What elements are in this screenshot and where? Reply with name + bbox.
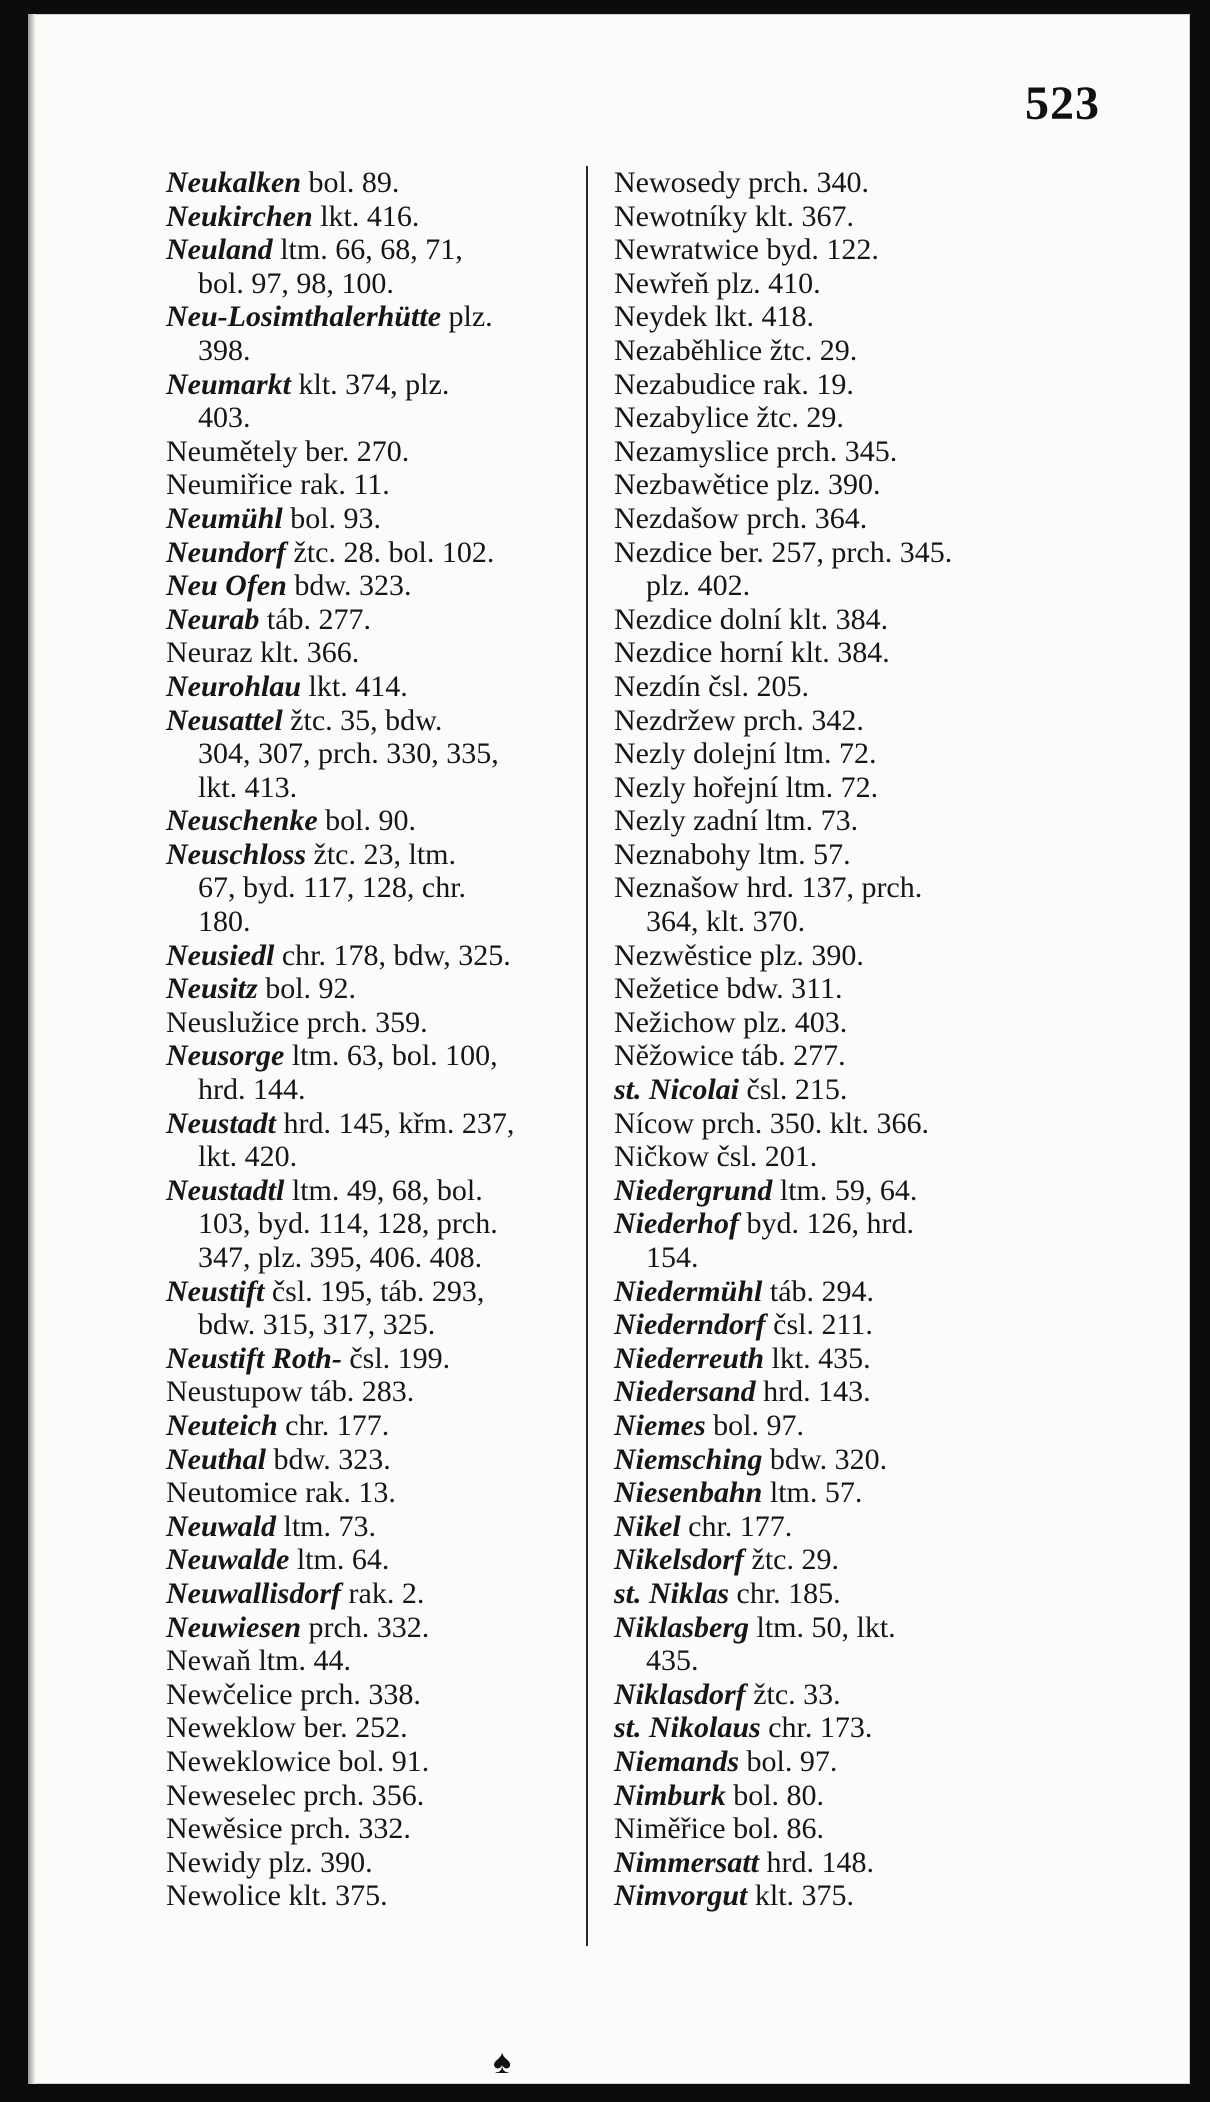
index-entry: [614, 636, 1064, 670]
entry-references: žtc. 35, bdw.: [282, 703, 443, 737]
entry-continuation: 67, byd. 117, 128, chr.: [198, 871, 467, 905]
entry-continuation: 154.: [646, 1241, 699, 1274]
entry-headword: Neundorf: [166, 535, 287, 569]
entry-references: Neznašow hrd. 137, prch.: [614, 871, 923, 905]
index-entry: [614, 1342, 1064, 1376]
entry-references: chr. 173.: [760, 1711, 873, 1745]
index-entry: [614, 771, 1064, 805]
entry-references: ltm. 66, 68, 71,: [272, 233, 463, 267]
entry-references: klt. 374, plz.: [291, 367, 450, 401]
entry-references: Něžowice táb. 277.: [614, 1039, 846, 1073]
entry-references: Nezwěstice plz. 390.: [614, 938, 864, 972]
entry-references: Neweklow ber. 252.: [166, 1711, 408, 1745]
index-entry: [166, 1879, 596, 1913]
index-entry: [166, 636, 596, 670]
index-entry: [166, 1342, 596, 1376]
entry-references: plz.: [441, 300, 493, 334]
index-entry: [614, 1846, 1064, 1880]
entry-references: Newěsice prch. 332.: [166, 1812, 411, 1846]
index-entry: [166, 1039, 596, 1106]
entry-headword: Neuteich: [166, 1408, 278, 1442]
entry-references: bol. 90.: [317, 804, 416, 838]
entry-continuation: bdw. 315, 317, 325.: [198, 1308, 436, 1342]
entry-references: byd. 126, hrd.: [738, 1207, 914, 1241]
book-page: [28, 14, 1190, 2084]
entry-references: Neumiřice rak. 11.: [166, 468, 390, 502]
entry-references: chr. 177.: [680, 1509, 793, 1543]
entry-headword: st. Nikolaus: [614, 1711, 761, 1745]
index-entry: [166, 1543, 596, 1577]
index-entry: [166, 1611, 596, 1645]
entry-headword: Neuschenke: [166, 804, 318, 838]
entry-headword: Neusitz: [166, 972, 258, 1006]
index-entry: [614, 536, 1064, 603]
entry-references: bol. 89.: [301, 166, 400, 199]
entry-continuation: 364, klt. 370.: [646, 905, 806, 939]
entry-headword: Niedermühl: [614, 1274, 763, 1308]
entry-references: Nezdržew prch. 342.: [614, 703, 864, 737]
entry-headword: st. Niklas: [614, 1576, 730, 1610]
entry-headword: Nimvorgut: [614, 1879, 748, 1913]
index-entry: [614, 972, 1064, 1006]
index-entry: [614, 1779, 1064, 1813]
index-entry: [166, 1006, 596, 1040]
index-entry: [614, 166, 1064, 200]
entry-references: Nezbawětice plz. 390.: [614, 468, 881, 502]
entry-references: rak. 2.: [341, 1576, 425, 1610]
index-entry: [614, 401, 1064, 435]
entry-references: Neweselec prch. 356.: [166, 1778, 425, 1812]
index-entry: [166, 1846, 596, 1880]
entry-headword: Neukirchen: [166, 199, 313, 233]
entry-references: ltm. 73.: [276, 1509, 377, 1543]
entry-references: hrd. 148.: [759, 1845, 875, 1879]
index-entry: [166, 1711, 596, 1745]
entry-headword: Neuwald: [166, 1509, 277, 1543]
index-entry: [166, 233, 596, 300]
index-entry: [614, 233, 1064, 267]
entry-references: Nezdice dolní klt. 384.: [614, 602, 889, 636]
entry-headword: Neuwalde: [166, 1543, 290, 1577]
entry-continuation: 347, plz. 395, 406. 408.: [198, 1241, 483, 1274]
index-entry: [166, 704, 596, 805]
entry-references: Nezly hořejní ltm. 72.: [614, 770, 879, 804]
entry-references: Ničkow čsl. 201.: [614, 1140, 818, 1174]
entry-headword: Niedersand: [614, 1375, 756, 1409]
entry-references: žtc. 33.: [745, 1677, 841, 1711]
index-entry: [166, 200, 596, 234]
entry-references: Neumětely ber. 270.: [166, 434, 410, 468]
index-entry: [614, 1207, 1064, 1274]
entry-references: Nezaběhlice žtc. 29.: [614, 333, 858, 367]
entry-references: bol. 97.: [705, 1408, 804, 1442]
entry-references: Newotníky klt. 367.: [614, 199, 854, 233]
entry-references: Nícow prch. 350. klt. 366.: [614, 1106, 929, 1140]
entry-headword: Niemands: [614, 1744, 740, 1778]
entry-references: chr. 177.: [277, 1408, 390, 1442]
index-entry: [614, 804, 1064, 838]
entry-headword: Neustift: [166, 1274, 265, 1308]
index-entry: [614, 468, 1064, 502]
entry-continuation: 180.: [198, 905, 251, 939]
entry-references: žtc. 29.: [744, 1543, 839, 1577]
index-entry: [166, 603, 596, 637]
entry-references: ltm. 63, bol. 100,: [284, 1039, 498, 1073]
index-entry: [614, 1711, 1064, 1745]
index-entry: [614, 704, 1064, 738]
index-entry: [166, 1644, 596, 1678]
index-entry: [614, 200, 1064, 234]
index-entry: [166, 1409, 596, 1443]
index-entry: [166, 939, 596, 973]
column-divider: [586, 166, 588, 1946]
index-entry: [614, 939, 1064, 973]
index-entry: [166, 670, 596, 704]
entry-headword: Neustadtl: [166, 1173, 285, 1207]
entry-references: Neuslužice prch. 359.: [166, 1005, 428, 1039]
entry-headword: Neu-Losimthalerhütte: [166, 300, 442, 334]
entry-references: bol. 97.: [739, 1744, 838, 1778]
page-number: 523: [1025, 77, 1100, 130]
entry-references: Newolice klt. 375.: [166, 1879, 388, 1913]
index-entry: [614, 1174, 1064, 1208]
entry-references: Nezamyslice prch. 345.: [614, 434, 898, 468]
entry-references: Nezdín čsl. 205.: [614, 669, 809, 703]
entry-references: Neuraz klt. 366.: [166, 636, 360, 670]
entry-headword: Niedergrund: [614, 1173, 773, 1207]
index-entry: [166, 368, 596, 435]
entry-continuation: hrd. 144.: [198, 1073, 306, 1107]
entry-references: ltm. 64.: [289, 1543, 390, 1577]
index-entry: [166, 1745, 596, 1779]
index-entry: [166, 569, 596, 603]
index-entry: [614, 1543, 1064, 1577]
index-entry: [614, 300, 1064, 334]
index-entry: [166, 1678, 596, 1712]
entry-headword: Niemes: [614, 1408, 706, 1442]
index-entry: [614, 1745, 1064, 1779]
index-entry: [614, 1476, 1064, 1510]
index-entry: [614, 435, 1064, 469]
entry-references: táb. 277.: [259, 602, 371, 636]
entry-references: bdw. 320.: [762, 1442, 888, 1476]
index-entry: [614, 1140, 1064, 1174]
index-entry: [614, 838, 1064, 872]
entry-references: Newratwice byd. 122.: [614, 233, 879, 267]
index-entry: [166, 1779, 596, 1813]
index-entry: [614, 1073, 1064, 1107]
entry-references: bdw. 323.: [286, 569, 412, 603]
index-entry: [166, 1174, 596, 1275]
entry-references: ltm. 50, lkt.: [749, 1610, 896, 1644]
index-column-right: [614, 166, 1064, 1913]
index-entry: [166, 1375, 596, 1409]
index-entry: [614, 1039, 1064, 1073]
entry-headword: Niemsching: [614, 1442, 763, 1476]
entry-headword: Niklasdorf: [614, 1677, 746, 1711]
entry-headword: Nimmersatt: [614, 1845, 760, 1879]
index-entry: [614, 1510, 1064, 1544]
entry-references: Newosedy prch. 340.: [614, 166, 869, 199]
index-entry: [166, 1812, 596, 1846]
entry-references: Newidy plz. 390.: [166, 1845, 373, 1879]
entry-references: bol. 80.: [725, 1778, 825, 1812]
entry-headword: Neumarkt: [166, 367, 292, 401]
entry-references: chr. 185.: [729, 1576, 841, 1610]
entry-references: bol. 92.: [257, 972, 357, 1006]
index-entry: [614, 334, 1064, 368]
index-entry: [166, 1443, 596, 1477]
entry-references: čsl. 199.: [341, 1341, 451, 1375]
entry-headword: Niklasberg: [614, 1610, 749, 1644]
index-entry: [166, 1275, 596, 1342]
entry-continuation: 304, 307, prch. 330, 335,: [198, 737, 499, 771]
entry-references: Newřeň plz. 410.: [614, 266, 821, 300]
index-entry: [166, 536, 596, 570]
entry-references: čsl. 215.: [739, 1073, 848, 1107]
binding-shadow: [28, 14, 36, 2084]
entry-references: lkt. 414.: [301, 669, 408, 703]
entry-continuation: plz. 402.: [646, 569, 751, 603]
entry-headword: Neuland: [166, 233, 273, 267]
entry-references: žtc. 23, ltm.: [306, 837, 457, 871]
entry-references: Neydek lkt. 418.: [614, 300, 814, 334]
entry-references: Nezabylice žtc. 29.: [614, 401, 844, 435]
entry-headword: Niederreuth: [614, 1341, 764, 1375]
entry-references: Nezdice horní klt. 384.: [614, 636, 890, 670]
entry-headword: Neuwallisdorf: [166, 1576, 342, 1610]
entry-continuation: lkt. 413.: [198, 770, 298, 804]
index-entry: [614, 603, 1064, 637]
entry-references: Neustupow táb. 283.: [166, 1375, 415, 1409]
entry-headword: Nimburk: [614, 1778, 726, 1812]
index-entry: [614, 871, 1064, 938]
index-entry: [614, 1678, 1064, 1712]
entry-references: lkt. 435.: [764, 1341, 871, 1375]
entry-headword: Niederndorf: [614, 1308, 766, 1342]
entry-references: Neutomice rak. 13.: [166, 1476, 396, 1510]
entry-headword: Neukalken: [166, 166, 301, 199]
entry-headword: Neuthal: [166, 1442, 267, 1476]
index-entry: [614, 1375, 1064, 1409]
entry-references: prch. 332.: [301, 1610, 430, 1644]
entry-continuation: lkt. 420.: [198, 1140, 298, 1174]
index-entry: [166, 166, 596, 200]
entry-headword: Neuwiesen: [166, 1610, 301, 1644]
entry-headword: Neurohlau: [166, 669, 302, 703]
entry-references: Neweklowice bol. 91.: [166, 1744, 430, 1778]
index-entry: [614, 1275, 1064, 1309]
index-entry: [614, 670, 1064, 704]
entry-references: hrd. 145, křm. 237,: [276, 1106, 515, 1140]
index-entry: [614, 1879, 1064, 1913]
entry-references: klt. 375.: [747, 1879, 855, 1913]
index-entry: [614, 1308, 1064, 1342]
index-entry: [166, 468, 596, 502]
entry-references: hrd. 143.: [755, 1375, 871, 1409]
entry-references: Nežetice bdw. 311.: [614, 972, 843, 1006]
entry-headword: Neusorge: [166, 1039, 285, 1073]
entry-references: Nezabudice rak. 19.: [614, 367, 854, 401]
index-entry: [166, 300, 596, 367]
entry-headword: Neusiedl: [166, 938, 275, 972]
index-entry: [166, 838, 596, 939]
index-entry: [614, 368, 1064, 402]
entry-references: bol. 93.: [282, 501, 382, 535]
index-entry: [614, 502, 1064, 536]
entry-references: ltm. 49, 68, bol.: [284, 1173, 483, 1207]
entry-references: lkt. 416.: [312, 199, 420, 233]
entry-headword: Niesenbahn: [614, 1476, 763, 1510]
entry-headword: Neustift Roth-: [166, 1341, 342, 1375]
index-entry: [166, 1577, 596, 1611]
entry-headword: Niederhof: [614, 1207, 739, 1241]
entry-references: Newčelice prch. 338.: [166, 1677, 421, 1711]
index-entry: [614, 1107, 1064, 1141]
entry-continuation: bol. 97, 98, 100.: [198, 266, 394, 300]
index-entry: [166, 435, 596, 469]
entry-references: Nežichow plz. 403.: [614, 1005, 848, 1039]
index-entry: [614, 1006, 1064, 1040]
index-entry: [614, 1812, 1064, 1846]
entry-headword: Neuschloss: [166, 837, 307, 871]
index-entry: [614, 1409, 1064, 1443]
index-entry: [166, 804, 596, 838]
index-entry: [166, 1107, 596, 1174]
entry-references: Niměřice bol. 86.: [614, 1812, 824, 1846]
index-entry: [166, 1510, 596, 1544]
entry-references: Newaň ltm. 44.: [166, 1644, 351, 1678]
entry-headword: Neusattel: [166, 703, 283, 737]
index-entry: [166, 502, 596, 536]
entry-headword: Neustadt: [166, 1106, 277, 1140]
entry-references: žtc. 28. bol. 102.: [286, 535, 495, 569]
entry-references: Nezdice ber. 257, prch. 345.: [614, 535, 953, 569]
index-column-left: [166, 166, 596, 1913]
entry-references: bdw. 323.: [266, 1442, 391, 1476]
entry-headword: st. Nicolai: [614, 1073, 739, 1107]
entry-references: Nezdašow prch. 364.: [614, 501, 868, 535]
entry-headword: Nikel: [614, 1509, 681, 1543]
index-entry: [614, 1577, 1064, 1611]
entry-continuation: 103, byd. 114, 128, prch.: [198, 1207, 498, 1241]
entry-continuation: 403.: [198, 401, 251, 435]
index-entry: [614, 1443, 1064, 1477]
index-entry: [166, 1476, 596, 1510]
entry-references: táb. 294.: [762, 1274, 875, 1308]
entry-references: čsl. 195, táb. 293,: [264, 1274, 485, 1308]
entry-headword: Neumühl: [166, 501, 283, 535]
entry-references: Neznabohy ltm. 57.: [614, 837, 851, 871]
entry-references: Nezly zadní ltm. 73.: [614, 804, 859, 838]
index-entry: [166, 972, 596, 1006]
entry-references: chr. 178, bdw, 325.: [274, 938, 511, 972]
ink-smudge-icon: ♠: [493, 2044, 512, 2081]
entry-continuation: 398.: [198, 333, 251, 367]
entry-references: ltm. 59, 64.: [772, 1173, 918, 1207]
entry-headword: Neu Ofen: [166, 569, 287, 603]
entry-references: Nezly dolejní ltm. 72.: [614, 737, 877, 771]
entry-headword: Neurab: [166, 602, 260, 636]
index-entry: [614, 737, 1064, 771]
entry-continuation: 435.: [646, 1644, 699, 1678]
entry-references: ltm. 57.: [762, 1476, 863, 1510]
index-entry: [614, 1611, 1064, 1678]
entry-headword: Nikelsdorf: [614, 1543, 744, 1577]
entry-references: čsl. 211.: [765, 1308, 873, 1342]
index-entry: [614, 267, 1064, 301]
